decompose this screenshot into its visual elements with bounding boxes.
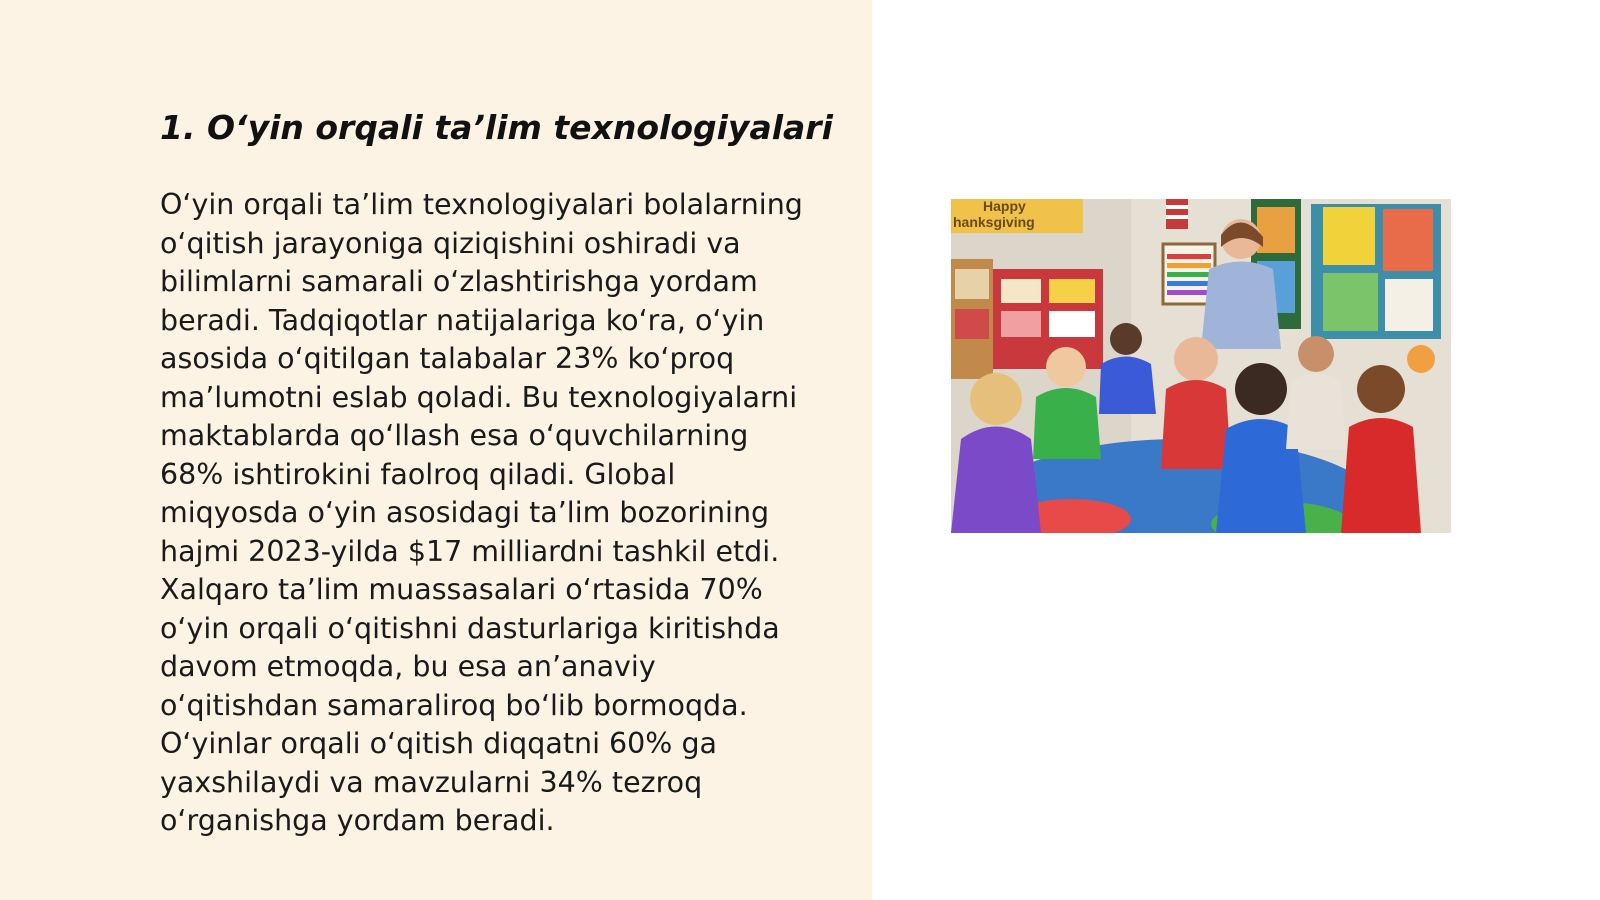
- body-line: miqyosda o‘yin asosidagi ta’lim bozorining: [160, 496, 770, 529]
- body-line: yaxshilaydi va mavzularni 34% tezroq: [160, 765, 703, 799]
- banner-text-line: hanksgiving: [953, 214, 1035, 230]
- slide-title: 1. O‘yin orqali ta’lim texnologiyalari: [160, 108, 833, 147]
- body-line: O‘yinlar orqali o‘qitish diqqatni 60% ga: [160, 727, 718, 760]
- body-line: o‘qitishdan samaraliroq bo‘lib bormoqda.: [160, 688, 748, 722]
- body-line: ma’lumotni eslab qoladi. Bu texnologiyalarni: [160, 380, 798, 414]
- body-line: davom etmoqda, bu esa an’anaviy: [160, 650, 656, 683]
- slide-body-text: [160, 186, 850, 841]
- body-line: Xalqaro ta’lim muassasalari o‘rtasida 70%: [160, 573, 763, 606]
- body-line: O‘yin orqali ta’lim texnologiyalari bolalarning: [160, 188, 803, 221]
- body-line: maktablarda qo‘llash esa o‘quvchilarning: [160, 419, 749, 452]
- body-line: asosida o‘qitilgan talabalar 23% ko‘proq: [160, 342, 735, 375]
- classroom-photo: [951, 199, 1451, 533]
- body-line: o‘yin orqali o‘qitishni dasturlariga kiritishda: [160, 611, 780, 645]
- body-line: o‘qitish jarayoniga qiziqishini oshiradi va: [160, 226, 741, 260]
- body-line: o‘rganishga yordam beradi.: [160, 804, 555, 837]
- body-line: beradi. Tadqiqotlar natijalariga ko‘ra, o‘yin: [160, 303, 765, 337]
- body-line: bilimlarni samarali o‘zlashtirishga yordam: [160, 265, 758, 298]
- classroom-illustration: [951, 199, 1451, 533]
- banner-text-line: Happy: [983, 199, 1026, 214]
- body-line: 68% ishtirokini faolroq qiladi. Global: [160, 457, 676, 491]
- body-line: hajmi 2023-yilda $17 milliardni tashkil etdi.: [160, 534, 780, 568]
